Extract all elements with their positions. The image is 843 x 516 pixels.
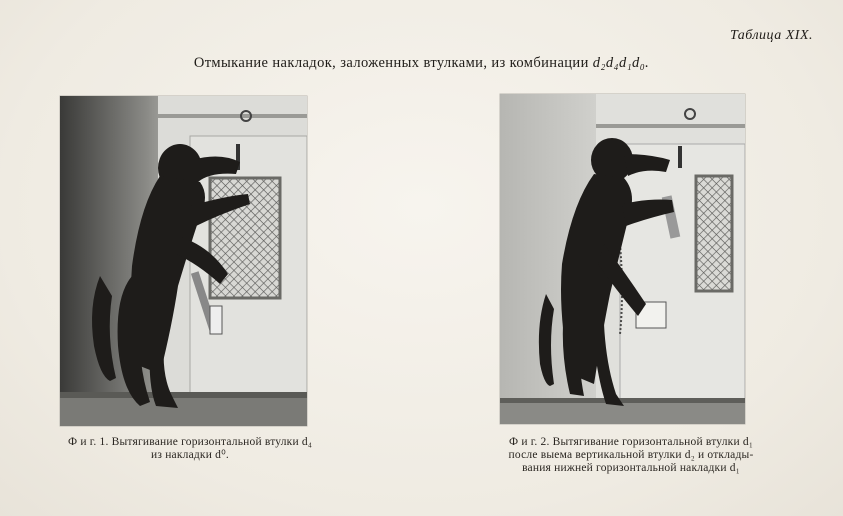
figure-2-photo [500,94,745,424]
figure-2-caption-line: после выема вертикальной втулки d₂ и отклады- [508,449,754,461]
plate-title [0,55,843,72]
plate-title-formula: d₂d₄d₁d₀. [592,55,650,71]
figure-2-caption [472,436,790,475]
figure-1-photo [60,96,307,426]
figure-1-caption-line: из накладки d⁰. [151,449,229,461]
figure-2-caption-line: Ф и г. 2. Вытягивание горизонтальной втулки d₁ [508,436,754,448]
monkey-at-door-photo-1 [60,96,307,426]
figure-2-caption-line: вания нижней горизонтальной накладки d₁ [522,462,740,474]
figure-1-caption-line: Ф и г. 1. Вытягивание горизонтальной втулки d₄ [67,436,313,448]
monkey-at-door-photo-2 [500,94,745,424]
figure-1-caption [40,436,340,462]
table-number-label: Таблица XIX. [729,28,813,43]
plate-title-text: Отмыкание накладок, заложенных втулками, из комбинации [193,55,593,71]
